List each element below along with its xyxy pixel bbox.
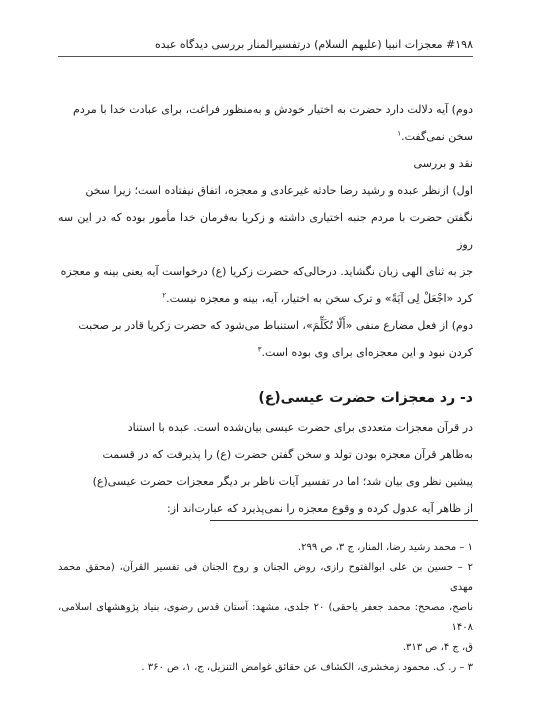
paragraph-4-line-2: به‌ظاهر قرآن معجزه بودن تولد و سخن گفتن حضرت (ع) را پذیرفت که در قسمت [102,448,473,461]
footnote-3: ۳ – ر. ک. محمود زمخشری، الکشاف عن حقائق غوامض التنزیل، ج، ۱، ص ۳۶۰ . [141,662,473,673]
subheading-critique: نقد و بررسی [413,157,473,170]
running-header [58,38,473,57]
paragraph-3 [58,312,473,366]
paragraph-2 [58,177,473,312]
footnote-1: ۱ – محمد رشید رضا، المنار، ج ۳، ص ۲۹۹. [297,542,473,553]
paragraph-3-line-2 [58,339,473,366]
footnote-2-line-3: ق، ج ۴، ص ۳۱۳. [402,642,473,653]
footnote-ref-3: ۳ [257,345,262,354]
footnote-ref-1: ۱ [397,129,402,138]
paragraph-3-line-2-text: کردن نبود و این معجزه‌ای برای وی بوده است. [261,346,473,359]
paragraph-4-line-1: در قرآن معجزات متعددی برای حضرت عیسی بیان‌شده است. عبده با استناد [127,421,473,434]
footnotes [58,538,473,678]
footnote-2-line-2: ناصح، مصحح: محمد جعفر یاحقی) ۲۰ جلدی، مشهد: آستان قدس رضوی، بنیاد پژوهشهای اسلامی، ۱۴۰۸ [58,602,473,633]
paragraph-4-line-4: از ظاهر آیه عدول کرده و وقوع معجزه را نمی‌پذیرد که عبارت‌اند از: [166,502,473,515]
paragraph-1 [58,96,473,150]
paragraph-2-line-3: جز به ثنای الهی زبان نگشاید. درحالی‌که حضرت زکریا (ع) درخواست آیه یعنی بینه و معجزه [60,265,473,278]
paragraph-2-line-4-text: کرد «اجْعَلْ لِی آیَةً» و ترک سخن به اختیار، آیه، بینه و معجزه نیست. [166,292,473,305]
paragraph-2-line-1: اول) ازنظر عبده و رشید رضا حادثه غیرعادی و معجزه، اتفاق نیفتاده است؛ زیرا سخن [85,184,473,197]
paragraph-3-line-1: دوم) از فعل مضارع منفی «أَلّا تُکَلِّمَ»، استنباط می‌شود که حضرت زکریا قادر بر صحبت [78,319,473,332]
main-text [58,96,473,522]
paragraph-1-line-1: دوم) آیه دلالت دارد حضرت به اختیار خودش و به‌منظور فراغت، برای عبادت خدا با مردم [73,103,473,116]
paragraph-4-line-3: پیشین نظر وی بیان شد؛ اما در تفسیر آیات ناظر بر دیگر معجزات حضرت عیسی(ع) [92,475,473,488]
paragraph-1-line-2 [58,123,473,150]
footnote-divider [210,520,478,521]
footnote-2-line-1: ۲ – حسین بن علی ابوالفتوح رازی، روض الجنان و روح الجنان فی تفسیر القرآن، (محقق محمد مهدی [58,562,473,593]
paragraph-2-line-4 [58,285,473,312]
header-text: ۱۹۸‏# معجزات انبیا (علیهم السلام) درتفسیرالمنار بررسی دیدگاه عبده [154,38,473,51]
paragraph-2-line-2: نگفتن حضرت با مردم جنبه اختیاری داشته و زکریا به‌فرمان خدا مأمور بوده که در این سه روز [58,211,473,251]
footnote-ref-2: ۲ [162,291,167,300]
paragraph-1-line-2-text: سخن نمی‌گفت. [401,130,473,143]
section-title: د- رد معجزات حضرت عیسی(ع) [258,390,473,406]
paragraph-4 [58,414,473,522]
